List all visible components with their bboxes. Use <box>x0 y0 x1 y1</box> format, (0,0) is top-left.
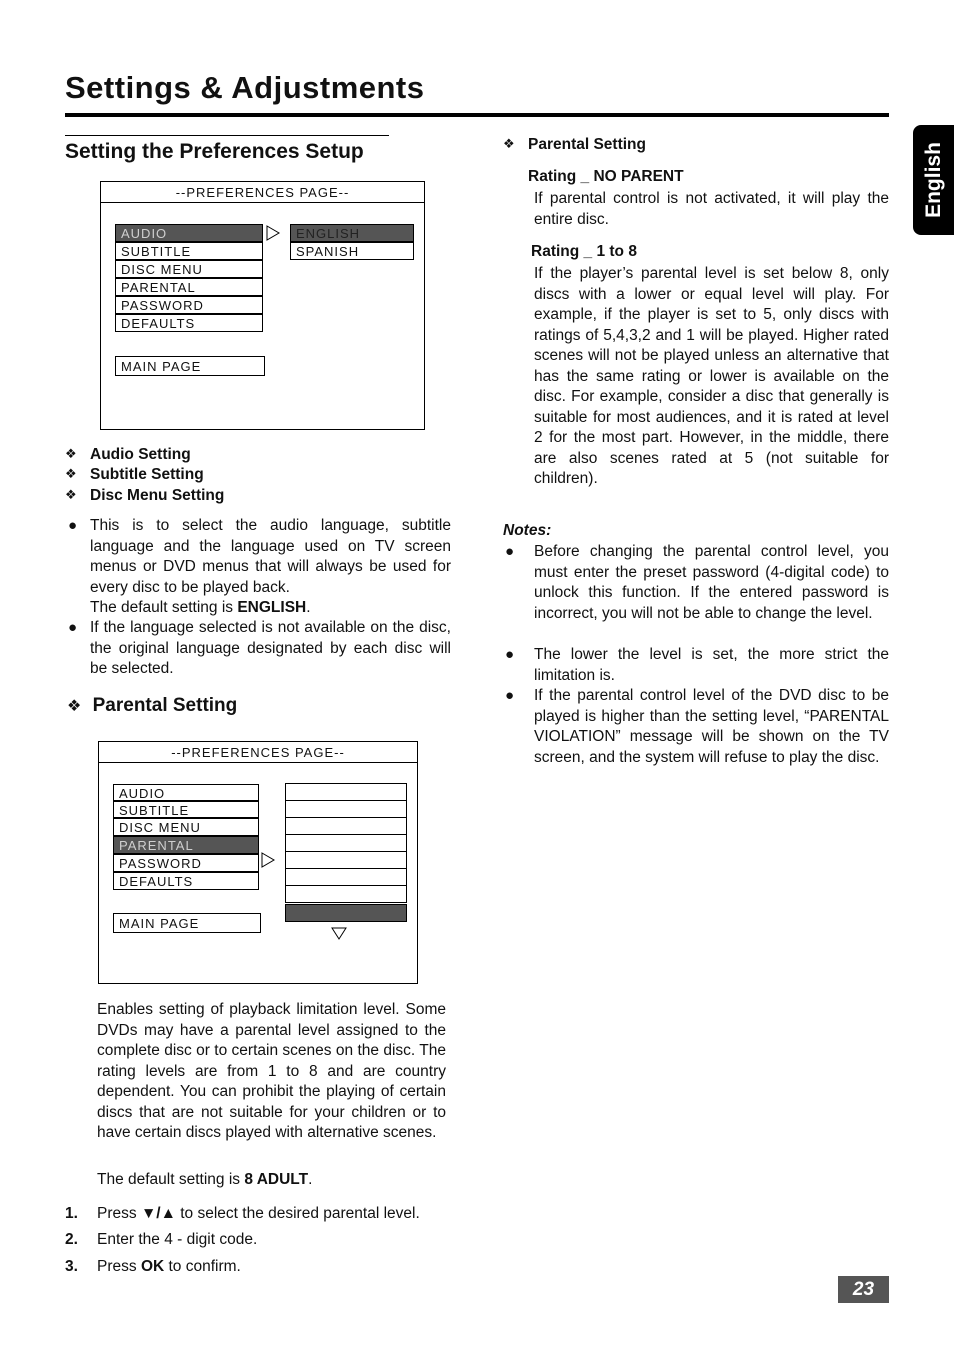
option-spanish[interactable]: SPANISH <box>290 242 414 260</box>
note-3: ● If the parental control level of the DVD disc to be played is higher than the setting level, “PARENTAL VIOLATION” message will be shown on the TV screen, and the system will refuse to play the disc. <box>505 687 889 766</box>
menu-item-parental[interactable]: PARENTAL <box>115 278 263 296</box>
rating-slot[interactable] <box>285 817 407 835</box>
menu-item-password[interactable]: PASSWORD <box>113 854 259 872</box>
bullet-dot-icon: ● <box>68 619 78 636</box>
section-rule <box>65 135 389 136</box>
arrow-right-icon <box>261 852 275 868</box>
ok-key: OK <box>140 1258 165 1275</box>
heading-audio-setting: ❖ Audio Setting <box>65 446 191 463</box>
arrow-down-icon <box>331 927 347 940</box>
rating-slot[interactable] <box>285 868 407 886</box>
step-1: 1. Press ▼/▲ to select the desired parental level. <box>65 1205 420 1222</box>
default-value: ENGLISH <box>237 599 307 616</box>
step-2: 2. Enter the 4 - digit code. <box>65 1231 258 1248</box>
step-3: 3. Press OK to confirm. <box>65 1258 241 1275</box>
heading-subtitle-setting: ❖ Subtitle Setting <box>65 466 204 483</box>
arrow-right-icon <box>266 225 280 241</box>
rating-slot[interactable] <box>285 800 407 818</box>
audio-description: ● This is to select the audio language, subtitle language and the language used on TV screen menus or DVD menus that will always be used for every disc to be played back. The default setting is ENGLISH. <box>68 517 451 616</box>
menu-item-disc-menu[interactable]: DISC MENU <box>113 818 259 836</box>
arrow-keys: ▼/▲ <box>140 1205 176 1222</box>
panel-title: --PREFERENCES PAGE-- <box>99 742 417 763</box>
rating-slot[interactable] <box>285 885 407 903</box>
parental-description: Enables setting of playback limitation level. Some DVDs may have a parental level assigned to the complete disc or to certain scenes on the disc. The rating levels are from 1 to 8 and are country dependent. You can prohibit the playing of certain discs that are not suitable for your children or to have certain discs played with alternative scenes. <box>97 1001 446 1141</box>
rating-slot[interactable] <box>285 851 407 869</box>
title-rule <box>65 113 889 117</box>
rating-no-parent-title: Rating _ NO PARENT <box>528 168 684 185</box>
menu-item-audio[interactable]: AUDIO <box>115 224 263 242</box>
menu-item-subtitle[interactable]: SUBTITLE <box>115 242 263 260</box>
language-tab <box>913 125 954 235</box>
notes-title: Notes: <box>503 522 552 539</box>
rating-slot[interactable] <box>285 783 407 801</box>
bullet-dot-icon: ● <box>505 646 515 663</box>
heading-parental-setting: ❖ Parental Setting <box>67 695 238 716</box>
menu-item-disc-menu[interactable]: DISC MENU <box>115 260 263 278</box>
menu-item-audio[interactable]: AUDIO <box>113 784 259 801</box>
rating-no-parent-text: If parental control is not activated, it will play the entire disc. <box>534 190 889 228</box>
diamond-bullet-icon: ❖ <box>503 136 515 151</box>
diamond-bullet-icon: ❖ <box>65 446 77 461</box>
language-tab-label: English <box>921 142 945 218</box>
page-title: Settings & Adjustments <box>65 70 425 105</box>
main-page-button[interactable]: MAIN PAGE <box>113 913 261 933</box>
diamond-bullet-icon: ❖ <box>65 466 77 481</box>
section-title: Setting the Preferences Setup <box>65 140 364 163</box>
bullet-dot-icon: ● <box>505 543 515 560</box>
preferences-panel-parental <box>98 741 418 984</box>
menu-item-defaults[interactable]: DEFAULTS <box>113 872 259 890</box>
rating-1-8-text: If the player’s parental level is set below 8, only discs with a lower or equal level will play. For example, if the player is set to 5, only discs with ratings of 5,4,3,2 and 1 will be played. Higher rated scenes will not be played unless an alternative that has the same rating or lower is available on the disc. For example, consider a disc that generally is suitable for most audiences, and it is rated at level 2 for the most part. However, in the middle, there are also scenes rated at 5 (not suitable for children). <box>534 265 889 487</box>
default-value: 8 ADULT <box>244 1171 309 1188</box>
note-2: ● The lower the level is set, the more strict the limitation is. <box>505 646 889 684</box>
preferences-panel-audio <box>100 181 425 430</box>
audio-fallback-note: ● If the language selected is not available on the disc, the original language designated by each disc will be selected. <box>68 619 451 677</box>
main-page-button[interactable]: MAIN PAGE <box>115 356 265 376</box>
menu-item-subtitle[interactable]: SUBTITLE <box>113 801 259 818</box>
page-number: 23 <box>838 1276 889 1303</box>
parental-default: The default setting is 8 ADULT. <box>97 1171 313 1188</box>
rating-slot-selected[interactable] <box>285 904 407 922</box>
rating-slot[interactable] <box>285 834 407 852</box>
diamond-bullet-icon: ❖ <box>65 487 77 502</box>
bullet-dot-icon: ● <box>505 687 515 704</box>
bullet-dot-icon: ● <box>68 517 78 534</box>
rating-1-8-title: Rating _ 1 to 8 <box>531 243 637 260</box>
menu-item-password[interactable]: PASSWORD <box>115 296 263 314</box>
menu-item-parental[interactable]: PARENTAL <box>113 836 259 854</box>
heading-disc-menu-setting: ❖ Disc Menu Setting <box>65 487 225 504</box>
heading-parental-setting-right: ❖ Parental Setting <box>503 136 646 153</box>
note-1: ● Before changing the parental control level, you must enter the preset password (4-digital code) to unlock this function. If the entered password is incorrect, you will not be able to change the level. <box>505 543 889 622</box>
menu-item-defaults[interactable]: DEFAULTS <box>115 314 263 332</box>
panel-title: --PREFERENCES PAGE-- <box>101 182 424 203</box>
diamond-bullet-icon: ❖ <box>67 698 82 715</box>
option-english[interactable]: ENGLISH <box>290 224 414 242</box>
